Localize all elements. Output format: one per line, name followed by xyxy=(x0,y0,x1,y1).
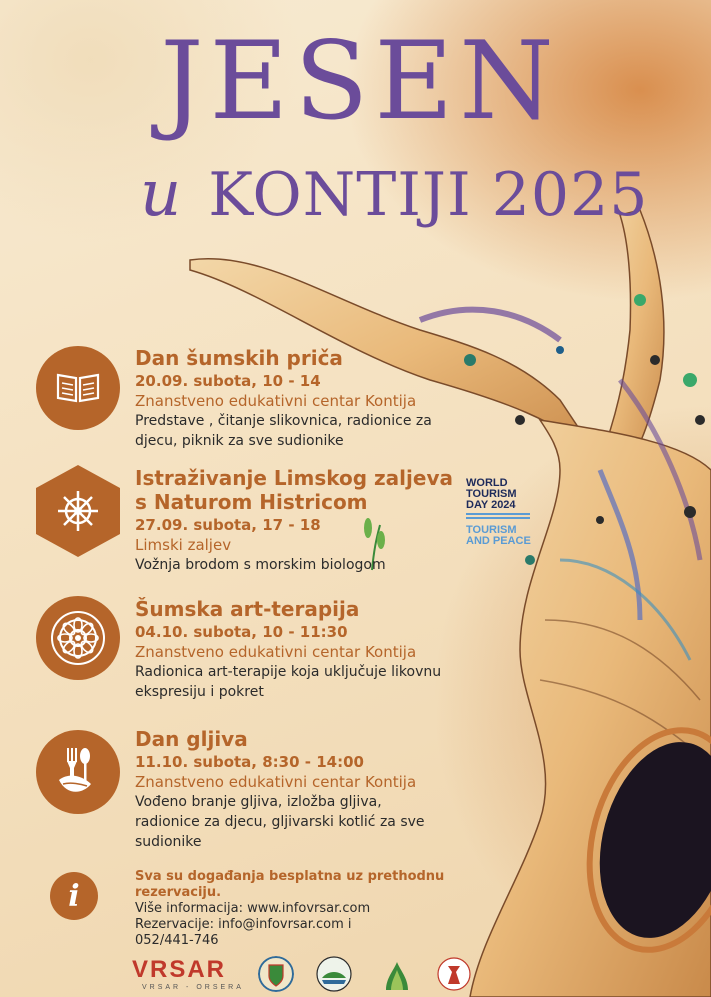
wtd-divider xyxy=(466,513,530,515)
event-desc-line: Predstave , čitanje slikovnica, radionice za xyxy=(135,413,432,429)
info-reservation: Rezervacije: info@infovrsar.com i xyxy=(135,917,352,932)
wtd-line: AND PEACE xyxy=(466,535,531,547)
coat-of-arms-logo xyxy=(258,956,294,996)
event-location: Limski zaljev xyxy=(135,536,232,554)
world-tourism-day-logo xyxy=(466,478,536,547)
klim-logo xyxy=(316,956,352,996)
event-location: Znanstveno edukativni centar Kontija xyxy=(135,392,417,410)
event-desc-line: radionice za djecu, gljivarski kotlić za sve xyxy=(135,814,425,830)
event-4 xyxy=(135,727,465,852)
natura-histrica-logo xyxy=(380,956,414,996)
event-desc-line: Radionica art-terapije koja uključuje likovnu xyxy=(135,664,442,680)
info-phone: 052/441-746 xyxy=(135,933,219,948)
book-icon xyxy=(36,346,120,430)
wtd-line: DAY 2024 xyxy=(466,499,516,511)
event-date: 11.10. subota, 8:30 - 14:00 xyxy=(135,753,364,771)
center-logo xyxy=(436,956,472,996)
event-title: Šumska art-terapija xyxy=(135,597,360,621)
event-location: Znanstveno edukativni centar Kontija xyxy=(135,773,417,791)
event-title: Dan gljiva xyxy=(135,727,248,751)
event-desc-line: Vođeno branje gljiva, izložba gljiva, xyxy=(135,794,382,810)
info-bold-line: Sva su događanja besplatna uz prethodnu xyxy=(135,869,445,884)
subtitle-main: KONTIJI 2025 xyxy=(208,160,649,230)
wtd-line: WORLD xyxy=(466,477,508,489)
event-3 xyxy=(135,597,465,702)
info-icon: i xyxy=(50,872,98,920)
page-title: JESEN xyxy=(160,19,560,144)
event-desc-line: sudionike xyxy=(135,834,202,850)
event-desc-line: ekspresiju i pokret xyxy=(135,684,264,700)
mandala-icon xyxy=(36,596,120,680)
event-desc-line: djecu, piknik za sve sudionike xyxy=(135,433,344,449)
vrsar-logo xyxy=(132,956,244,991)
event-title: s Naturom Histricom xyxy=(135,490,368,514)
fork-spoon-leaf-icon xyxy=(36,730,120,814)
info-bold-line: rezervaciju. xyxy=(135,885,222,900)
info-website: Više informacija: www.infovrsar.com xyxy=(135,901,371,916)
event-date: 04.10. subota, 10 - 11:30 xyxy=(135,623,348,641)
wtd-line: TOURISM xyxy=(466,524,517,536)
event-title: Istraživanje Limskog zaljeva xyxy=(135,466,453,490)
subtitle-prefix: u xyxy=(140,157,183,231)
vrsar-logo-sub: VRSAR - ORSERA xyxy=(142,984,244,991)
event-desc-line: Vožnja brodom s morskim biologom xyxy=(135,557,386,573)
event-date: 27.09. subota, 17 - 18 xyxy=(135,516,321,534)
vrsar-logo-text: VRSAR xyxy=(132,956,227,983)
event-date: 20.09. subota, 10 - 14 xyxy=(135,372,321,390)
event-2 xyxy=(135,466,465,575)
event-location: Znanstveno edukativni centar Kontija xyxy=(135,643,417,661)
wtd-divider xyxy=(466,517,530,519)
event-1 xyxy=(135,346,465,451)
event-title: Dan šumskih priča xyxy=(135,346,343,370)
page-subtitle xyxy=(140,157,680,231)
wtd-line: TOURISM xyxy=(466,488,517,500)
info-block xyxy=(135,869,475,949)
